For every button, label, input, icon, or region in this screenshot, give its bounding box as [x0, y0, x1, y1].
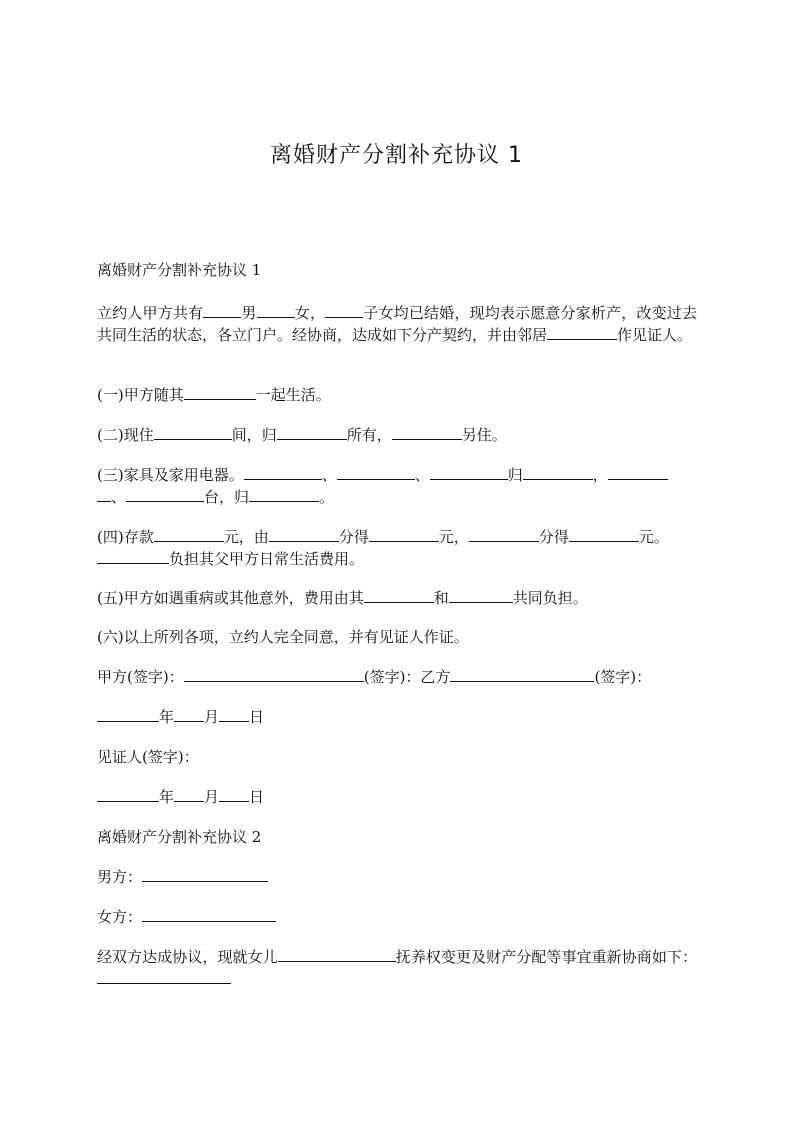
- blank-field: [184, 666, 364, 682]
- blank-field: [325, 302, 363, 318]
- blank-field: [219, 786, 249, 802]
- clause-5: (五)甲方如遇重病或其他意外，费用由其 和 共同负担。: [97, 589, 588, 607]
- blank-field: [97, 548, 169, 564]
- witness-line: 见证人(签字)：: [97, 748, 199, 766]
- blank-field: [184, 384, 256, 400]
- blank-field: [277, 424, 347, 440]
- blank-field: [364, 587, 434, 603]
- blank-field: [126, 486, 204, 502]
- male-party-line: 男方：: [97, 866, 697, 888]
- clause-1: (一)甲方随其 一起生活。: [97, 386, 331, 404]
- blank-field: [469, 526, 539, 542]
- blank-field: [174, 706, 204, 722]
- blank-field: [97, 786, 159, 802]
- blank-field: [142, 906, 276, 922]
- clause-2: (二)现住 间，归 所有， 另住。: [97, 426, 507, 444]
- document-title: 离婚财产分割补充协议 1: [270, 143, 523, 168]
- blank-field: [269, 526, 339, 542]
- clause-4: (四)存款 元，由 分得 元， 分得 元。 负担其父甲方日常生活费用。: [97, 528, 669, 568]
- blank-field: [154, 526, 224, 542]
- blank-field: [97, 706, 159, 722]
- blank-field: [203, 302, 241, 318]
- blank-field: [369, 526, 439, 542]
- section-heading-1: 离婚财产分割补充协议 1: [97, 261, 262, 279]
- blank-field: [523, 464, 593, 480]
- date-line-2: 年 月 日: [97, 786, 697, 808]
- blank-field: [257, 302, 295, 318]
- date-line-1: 年 月 日: [97, 706, 697, 728]
- clause-6: (六)以上所列各项，立约人完全同意，并有见证人作证。: [97, 628, 469, 646]
- blank-field: [450, 666, 594, 682]
- blank-field: [337, 464, 415, 480]
- blank-field: [278, 946, 396, 962]
- blank-field: [608, 464, 668, 480]
- blank-field: [449, 587, 513, 603]
- blank-field: [97, 486, 111, 502]
- signature-line: 甲方(签字)： (签字)：乙方 (签字)：: [97, 668, 652, 686]
- blank-field: [244, 464, 322, 480]
- blank-field: [154, 424, 232, 440]
- blank-field: [547, 324, 617, 340]
- section-heading-2: 离婚财产分割补充协议 2: [97, 828, 262, 846]
- intro-paragraph: 立约人甲方共有 男 女， 子女均已结婚，现均表示愿意分家析产，改变过去共同生活的状态，各立门户。经协商，达成如下分产契约，并由邻居 作见证人。: [97, 304, 697, 344]
- blank-field: [174, 786, 204, 802]
- blank-field: [97, 968, 231, 984]
- agreement-paragraph: 经双方达成协议，现就女儿 抚养权变更及财产分配等事宜重新协商如下：: [97, 946, 697, 990]
- blank-field: [569, 526, 639, 542]
- blank-field: [430, 464, 508, 480]
- clause-3: (三)家具及家用电器。 、 、 归 ， 、 台，归 。: [97, 464, 697, 508]
- blank-field: [219, 706, 249, 722]
- blank-field: [249, 486, 319, 502]
- blank-field: [142, 866, 268, 882]
- female-party-line: 女方：: [97, 906, 697, 928]
- blank-field: [392, 424, 462, 440]
